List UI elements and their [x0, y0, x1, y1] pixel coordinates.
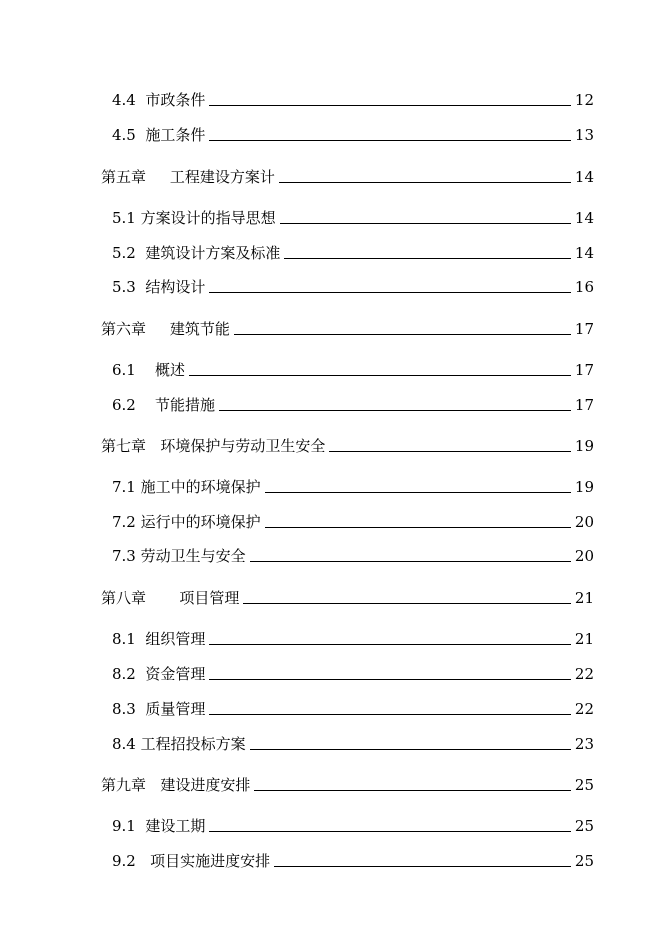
toc-entry-number: 7.3 [112, 547, 136, 565]
toc-entry-gap [146, 776, 160, 794]
toc-entry-title: 质量管理 [145, 700, 206, 718]
toc-entry-page: 13 [574, 126, 594, 144]
toc-entry-title: 节能措施 [154, 396, 215, 414]
toc-entry-title: 建设工期 [145, 817, 206, 835]
toc-entry-gap [136, 278, 146, 296]
toc-entry-page: 17 [574, 320, 594, 338]
toc-leader-line [274, 866, 571, 867]
toc-entry[interactable] [112, 543, 594, 565]
toc-leader-line [234, 334, 571, 335]
toc-entry-number: 9.2 [112, 852, 136, 870]
toc-leader-line [265, 527, 571, 528]
toc-leader-line [209, 679, 570, 680]
toc-entry-number: 8.2 [112, 665, 136, 683]
toc-entry-page: 25 [574, 776, 594, 794]
toc-leader-line [209, 644, 570, 645]
toc-entry[interactable] [112, 392, 594, 414]
toc-entry-gap [136, 852, 150, 870]
toc-leader-line [243, 603, 570, 604]
toc-entry-page: 21 [574, 630, 594, 648]
toc-entry-gap [136, 817, 146, 835]
toc-entry-number: 8.3 [112, 700, 136, 718]
toc-entry-page: 22 [574, 665, 594, 683]
toc-entry-title: 方案设计的指导思想 [140, 209, 276, 227]
toc-entry-title: 环境保护与劳动卫生安全 [160, 437, 326, 455]
toc-entry[interactable] [101, 585, 594, 607]
toc-entry-number: 第六章 [101, 320, 147, 338]
toc-entry-gap [136, 630, 146, 648]
toc-entry-number: 第九章 [101, 776, 147, 794]
toc-entry-gap [146, 437, 160, 455]
toc-entry-number: 第七章 [101, 437, 147, 455]
toc-entry-page: 20 [574, 547, 594, 565]
toc-entry-number: 6.1 [112, 361, 136, 379]
toc-leader-line [209, 105, 570, 106]
toc-entry[interactable] [112, 87, 594, 109]
toc-leader-line [219, 410, 571, 411]
toc-entry-number: 第八章 [101, 589, 147, 607]
toc-entry-number: 4.4 [112, 91, 136, 109]
toc-entry-page: 22 [574, 700, 594, 718]
toc-entry-title: 结构设计 [145, 278, 206, 296]
toc-entry[interactable] [112, 731, 594, 753]
toc-entry-number: 6.2 [112, 396, 136, 414]
toc-entry-number: 7.1 [112, 478, 136, 496]
toc-entry[interactable] [112, 813, 594, 835]
toc-leader-line [279, 182, 571, 183]
toc-entry-number: 4.5 [112, 126, 136, 144]
toc-entry-title: 组织管理 [145, 630, 206, 648]
toc-entry[interactable] [112, 509, 594, 531]
toc-entry-page: 20 [574, 513, 594, 531]
toc-entry[interactable] [112, 626, 594, 648]
toc-entry[interactable] [101, 772, 594, 794]
toc-leader-line [209, 714, 570, 715]
toc-entry[interactable] [112, 122, 594, 144]
toc-entry[interactable] [101, 164, 594, 186]
toc-entry[interactable] [112, 474, 594, 496]
toc-leader-line [280, 223, 571, 224]
toc-entry-title: 工程建设方案计 [169, 168, 275, 186]
toc-entry-title: 概述 [154, 361, 185, 379]
toc-entry-title: 市政条件 [145, 91, 206, 109]
toc-entry-page: 14 [574, 244, 594, 262]
toc-entry-number: 第五章 [101, 168, 147, 186]
toc-entry-title: 项目实施进度安排 [150, 852, 271, 870]
toc-entry-title: 运行中的环境保护 [140, 513, 261, 531]
toc-entry-gap [136, 244, 146, 262]
toc-entry-gap [136, 396, 155, 414]
toc-entry-page: 25 [574, 817, 594, 835]
toc-leader-line [329, 451, 571, 452]
toc-leader-line [209, 140, 570, 141]
toc-entry[interactable] [112, 240, 594, 262]
toc-entry-number: 7.2 [112, 513, 136, 531]
toc-leader-line [284, 258, 570, 259]
toc-entry-gap [136, 126, 146, 144]
toc-entry-title: 劳动卫生与安全 [140, 547, 246, 565]
toc-entry-title: 建筑节能 [169, 320, 230, 338]
toc-leader-line [209, 831, 570, 832]
toc-entry-page: 12 [574, 91, 594, 109]
toc-entry[interactable] [112, 661, 594, 683]
toc-entry-title: 建筑设计方案及标准 [145, 244, 281, 262]
toc-entry[interactable] [112, 848, 594, 870]
toc-entry-title: 资金管理 [145, 665, 206, 683]
toc-entry[interactable] [112, 357, 594, 379]
toc-entry-number: 8.4 [112, 735, 136, 753]
toc-entry-page: 19 [574, 478, 594, 496]
toc-entry[interactable] [112, 696, 594, 718]
toc-entry[interactable] [112, 274, 594, 296]
toc-entry-number: 9.1 [112, 817, 136, 835]
toc-entry-page: 25 [574, 852, 594, 870]
toc-entry-page: 16 [574, 278, 594, 296]
toc-leader-line [250, 561, 571, 562]
toc-entry[interactable] [112, 205, 594, 227]
toc-leader-line [250, 749, 571, 750]
toc-entry-number: 5.2 [112, 244, 136, 262]
toc-leader-line [254, 790, 571, 791]
toc-entry-title: 施工条件 [145, 126, 206, 144]
toc-entry-title: 建设进度安排 [160, 776, 251, 794]
toc-entry-page: 21 [574, 589, 594, 607]
toc-leader-line [265, 492, 571, 493]
toc-entry-page: 17 [574, 396, 594, 414]
toc-entry[interactable] [101, 316, 594, 338]
toc-entry-title: 工程招投标方案 [140, 735, 246, 753]
toc-entry-gap [146, 320, 170, 338]
toc-entry-number: 5.3 [112, 278, 136, 296]
toc-entry-title: 项目管理 [179, 589, 240, 607]
toc-entry-gap [136, 665, 146, 683]
toc-entry-page: 19 [574, 437, 594, 455]
toc-entry-page: 14 [574, 209, 594, 227]
toc-entry-gap [146, 168, 170, 186]
toc-entry-page: 14 [574, 168, 594, 186]
toc-leader-line [209, 292, 570, 293]
toc-entry-title: 施工中的环境保护 [140, 478, 261, 496]
toc-entry-gap [136, 91, 146, 109]
toc-entry-number: 8.1 [112, 630, 136, 648]
toc-entry-gap [136, 361, 155, 379]
toc-leader-line [189, 375, 571, 376]
toc-entry-page: 23 [574, 735, 594, 753]
toc-entry-gap [136, 700, 146, 718]
toc-entry-number: 5.1 [112, 209, 136, 227]
toc-entry-page: 17 [574, 361, 594, 379]
toc-entry-gap [146, 589, 179, 607]
toc-entry[interactable] [101, 433, 594, 455]
